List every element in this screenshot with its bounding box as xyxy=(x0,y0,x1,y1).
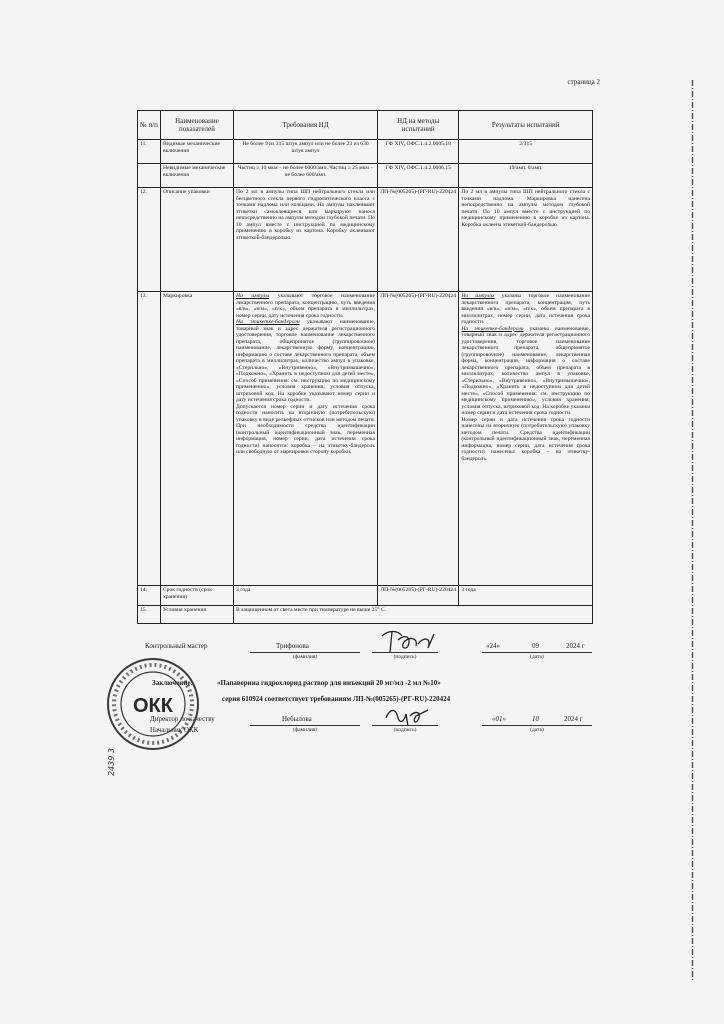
row-result: 19/амп. 0/амп. xyxy=(459,164,593,188)
row-number: 12. xyxy=(138,188,161,292)
row-indicator: Маркировка xyxy=(160,292,233,586)
director-role2: Начальник ОКК xyxy=(150,726,199,734)
date-underline xyxy=(482,725,592,726)
table-row xyxy=(138,188,593,292)
band-label: На этикетке-бандероли xyxy=(461,325,524,332)
row-result: По 2 мл в ампулы типа ШП нейтрального стекла с точками надлома. Маркировка нанесена непосредственно на ампулы методом глубокой печати. По 10 ампул вместе с инструкцией по медицинскому применению в коробке из картона. Коробка оклеена этикеткой-бандеролью. xyxy=(459,188,593,292)
name-caption: (фамилия) xyxy=(292,654,318,660)
row-requirement: Не более 9 из 315 штук ампул или не более 23 из 630 штук ампул xyxy=(234,140,378,164)
row-number: 11. xyxy=(138,140,161,164)
amp-label: На ампулах xyxy=(461,293,495,299)
conclusion-text: «Папаверина гидрохлорид раствор для инъекций 20 мг/мл -2 мл №10» xyxy=(217,679,441,687)
row-indicator: Видимые механические включения xyxy=(160,140,233,164)
signature-caption: (подпись) xyxy=(393,727,417,733)
header-methods: НД на методы испытаний xyxy=(378,111,459,140)
row-method: ЛП-№(005265)-(РГ-RU)-220424 xyxy=(378,292,459,586)
name-caption: (фамилия) xyxy=(292,727,318,733)
band-text: указывают наименование, товарный знак и адрес держателя регистрационного удостоверения, торговое наименование лекарственного препарата, общепринятое (группировочное) наименование, лекарственную форму, концентрацию, информацию о составе лекарственного препарата, объем препарата в миллилитрах, количество ампул в упаковке, «Стерильно», «Внутривенно», «Внутримышечно», «Подкожно», «Хранить в недоступном для детей месте», «Способ применения: см. инструкцию по медицинскому применению», условия хранения, условия отпуска, штриховой код. На коробке указывают номер серии и дату истечения срока годности. xyxy=(236,319,375,403)
row-indicator: Срок годности (срок хранения) xyxy=(160,586,233,606)
row-number: 15. xyxy=(138,606,161,624)
test-results-table xyxy=(137,110,593,624)
handwritten-margin-note-icon xyxy=(100,748,124,778)
row-result: 2/315 xyxy=(459,140,593,164)
table-row xyxy=(138,292,593,586)
controller-month: 09 xyxy=(532,642,539,650)
amp-text: указывают торговое наименование лекарственного препарата, концентрацию, путь введения «в/в», «в/м», «п/к», объем препарата в миллилитрах, номер серии, дату истечения срока годности. xyxy=(236,293,375,319)
signature-underline xyxy=(372,652,438,653)
table-row xyxy=(138,164,593,188)
table-header-row xyxy=(138,111,593,140)
row-number: 13. xyxy=(138,292,161,586)
header-results: Результаты испытаний xyxy=(459,111,593,140)
header-number: № п/п xyxy=(138,111,161,140)
director-month: 10 xyxy=(532,715,539,723)
row-result: 3 года xyxy=(459,586,593,606)
date-caption: (дата) xyxy=(530,727,544,733)
controller-role: Контрольный мастер xyxy=(145,642,208,650)
header-requirements: Требования НД xyxy=(234,111,378,140)
table-row xyxy=(138,606,593,624)
extra-text: Допускается номер серии и дату истечения срока годности наносить на вторичную (потребительскую) упаковку в виде рельефных оттисков или методом печати. При необходимости средства идентификации (контрольный идентификационный знак, переменная информация, номер серии, дата истечения срока годности) наносятся: коробка – на этикетку-бандероль или свободную от маркировки сторону коробки. xyxy=(236,403,375,455)
row-number xyxy=(138,164,161,188)
margin-note-text: 2439 3 xyxy=(107,748,116,776)
row-result xyxy=(459,292,593,586)
extra-text: Номер серии и дата истечения срока годности нанесены на вторичную (потребительскую) упаковку методом печати. Средства идентификации (контрольный идентификационный знак, переменная информация, номер серии, дата истечения срока годности) нанесены: коробка – на этикетку-бандероль. xyxy=(461,416,590,462)
page-label: страница 2 xyxy=(567,78,600,86)
row-indicator: Невидимые механические включения xyxy=(160,164,233,188)
row-method: ЛП-№(005265)-(РГ-RU)-220424 xyxy=(378,188,459,292)
conclusion-prefix: Заключение: xyxy=(152,679,193,687)
controller-day: «24» xyxy=(486,642,500,650)
scan-edge-line xyxy=(691,80,694,980)
conclusion-line2: серия 610924 соответствует требованиям ЛП-№(005265)-(РГ-RU)-220424 xyxy=(222,695,451,703)
signature-caption: (подпись) xyxy=(393,654,417,660)
date-caption: (дата) xyxy=(530,654,544,660)
stamp-center-text: ОКК xyxy=(133,695,173,717)
row-method: ГФ XIV, ОФС.1.4.2.0006.15 xyxy=(378,164,459,188)
table-row xyxy=(138,586,593,606)
amp-label: На ампулы xyxy=(236,293,270,299)
name-underline xyxy=(250,725,360,726)
row-number: 14. xyxy=(138,586,161,606)
row-requirement: По 2 мл в ампулы типа ШП нейтрального стекла или бесцветного стекла первого гидролитического класса с точками надлома или кольцами. На ампулы наклеивают этикетки самоклеящиеся или маркируют нанося непосредственно на ампулы методом глубокой печати. По 10 ампул вместе с инструкцией по медицинскому применению в коробку из картона. Коробку оклеивают этикеткой-бандеролью. xyxy=(234,188,378,292)
band-label: На этикетке-бандероли xyxy=(236,319,300,325)
table-row xyxy=(138,140,593,164)
row-requirement: Частиц ≥ 10 мкм – не более 6000/амп. Частиц ≥ 25 мкм – не более 600/амп. xyxy=(234,164,378,188)
director-year: 2024 г xyxy=(564,715,583,723)
signature-underline xyxy=(372,725,438,726)
quality-control-stamp-icon xyxy=(105,656,201,752)
director-role: Директор по качеству xyxy=(150,715,215,723)
name-underline xyxy=(250,652,360,653)
row-requirement xyxy=(234,292,378,586)
row-indicator: Описание упаковки xyxy=(160,188,233,292)
header-indicator: Наименование показателей xyxy=(160,111,233,140)
row-merged-value: В защищенном от света месте при температуре не выше 25° С. xyxy=(234,606,593,624)
amp-text: указаны торговое наименование лекарственного препарата, концентрация, путь введения «в/в», «в/м», «п/к», объем препарата в миллилитрах, номер серии, дата истечения срока годности. xyxy=(461,293,590,325)
row-method: ГФ XIV, ОФС.1.4.2.0005.18 xyxy=(378,140,459,164)
director-day: «01» xyxy=(492,715,506,723)
band-text: указаны наименование, товарный знак и адрес держателя регистрационного удостоверения, торговое наименование лекарственного препарата, общепринятое (группировочное) наименование, лекарственная форма, концентрация, информация о составе лекарственного препарата, объем препарата в миллилитрах, количество ампул в упаковке, «Стерильно», «Внутривенно», «Внутримышечно», «Подкожно», «Хранить в недоступном для детей месте», «Способ применения: см. инструкцию по медицинскому применению», условия хранения, условия отпуска, штриховой код. На коробке указаны номер серии и дата истечения срока годности. xyxy=(461,325,591,416)
controller-name: Трифонова xyxy=(276,642,309,650)
controller-year: 2024 г xyxy=(566,642,585,650)
date-underline xyxy=(482,652,592,653)
row-requirement: 3 года xyxy=(234,586,378,606)
row-method: ЛП-№(005265)-(РГ-RU)-220424 xyxy=(378,586,459,606)
director-name: Небылова xyxy=(282,715,312,723)
row-indicator: Условия хранения xyxy=(160,606,233,624)
